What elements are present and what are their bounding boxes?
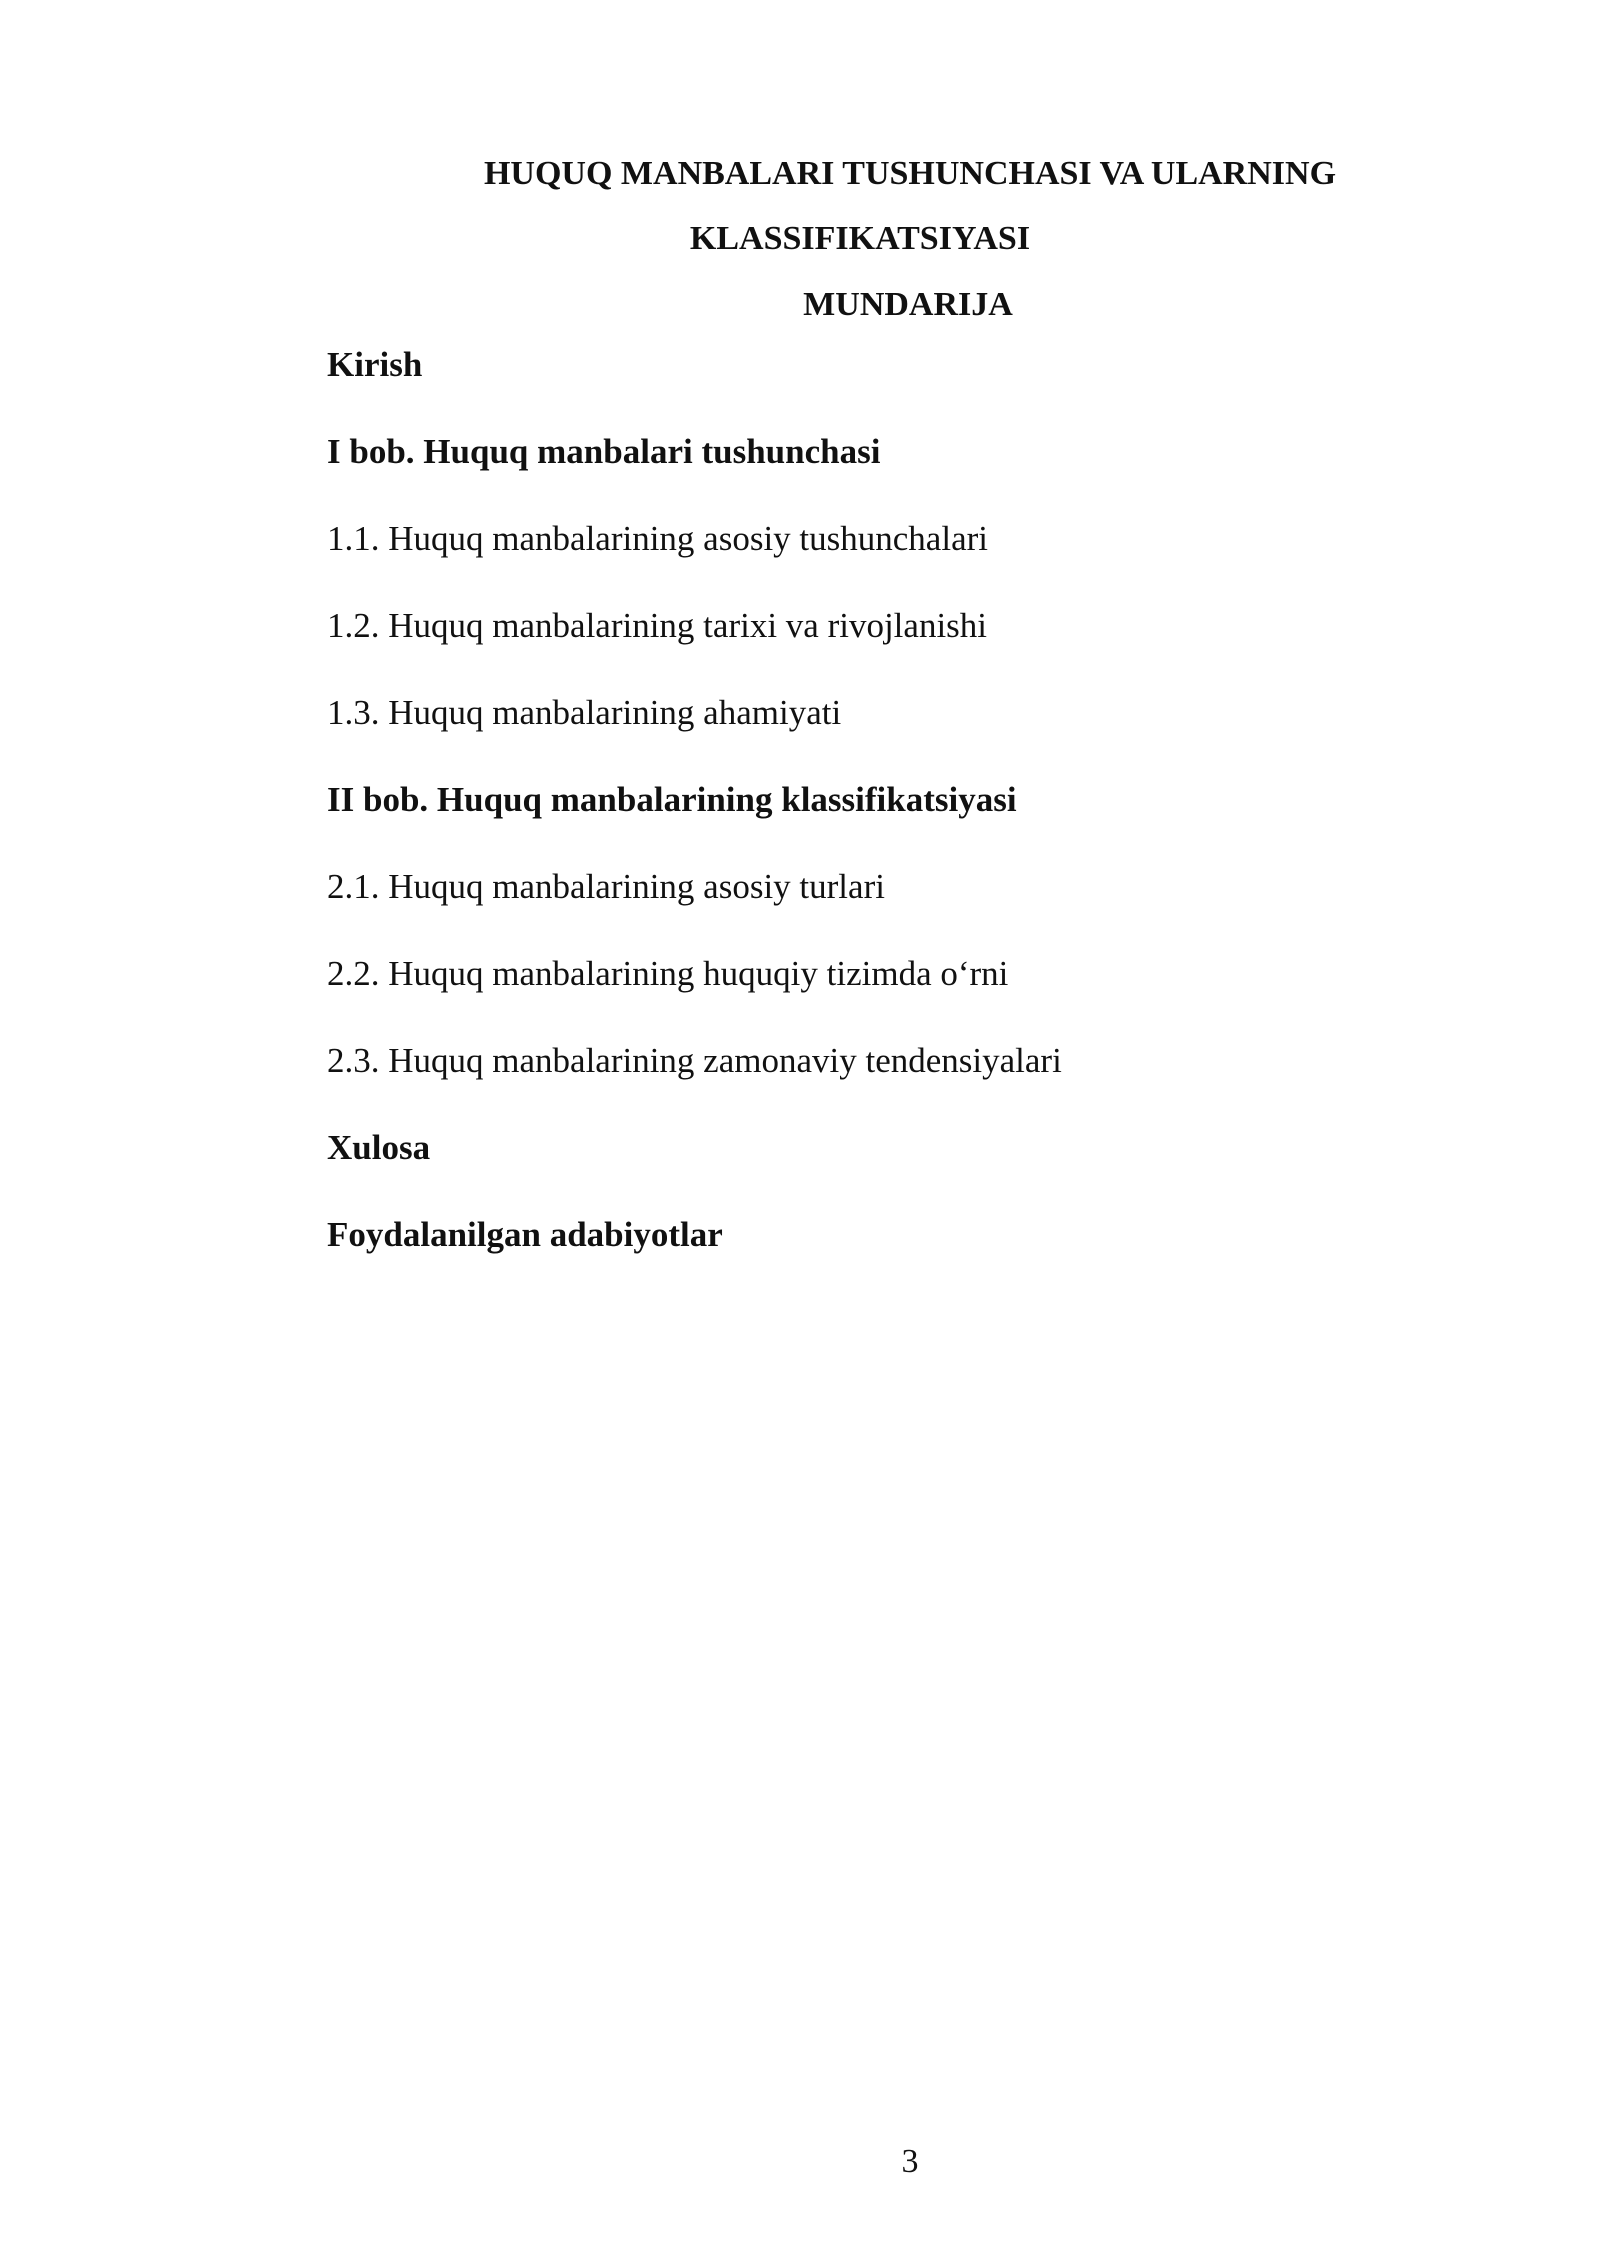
page-number: 3 xyxy=(901,2143,919,2180)
document-title-line-2: KLASSIFIKATSIYASI xyxy=(689,220,1031,257)
toc-item-2-3: 2.3. Huquq manbalarining zamonaviy tendensiyalari xyxy=(327,1041,1062,1080)
document-title-line-1: HUQUQ MANBALARI TUSHUNCHASI VA ULARNING xyxy=(483,155,1337,192)
table-of-contents-heading: MUNDARIJA xyxy=(803,286,1013,323)
toc-item-kirish: Kirish xyxy=(327,345,423,384)
toc-item-chapter-2: II bob. Huquq manbalarining klassifikatsiyasi xyxy=(327,780,1017,819)
toc-item-1-2: 1.2. Huquq manbalarining tarixi va rivojlanishi xyxy=(327,606,988,645)
toc-item-xulosa: Xulosa xyxy=(327,1128,431,1167)
toc-item-1-3: 1.3. Huquq manbalarining ahamiyati xyxy=(327,693,842,732)
toc-item-1-1: 1.1. Huquq manbalarining asosiy tushunchalari xyxy=(327,519,988,558)
toc-item-2-1: 2.1. Huquq manbalarining asosiy turlari xyxy=(327,867,885,906)
toc-item-2-2: 2.2. Huquq manbalarining huquqiy tizimda o‘rni xyxy=(327,954,1009,993)
toc-item-chapter-1: I bob. Huquq manbalari tushunchasi xyxy=(327,432,881,471)
toc-item-foydalanilgan-adabiyotlar: Foydalanilgan adabiyotlar xyxy=(327,1215,723,1254)
